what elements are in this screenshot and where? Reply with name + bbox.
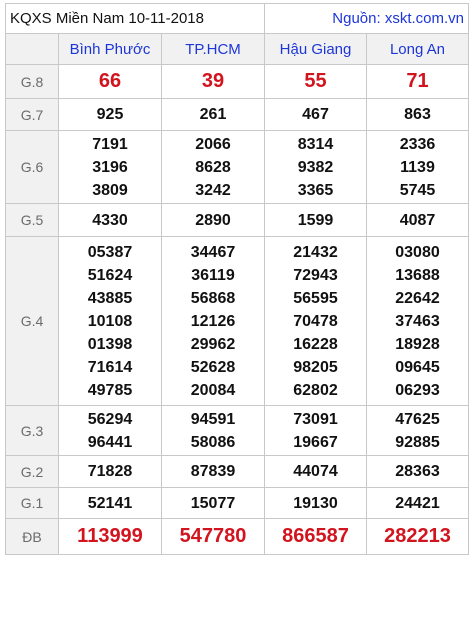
source-link[interactable]: Nguồn: xskt.com.vn [265, 4, 469, 34]
prize-number: 18928 [395, 335, 440, 353]
prize-number: 72943 [293, 266, 338, 284]
prize-cell [367, 406, 469, 456]
header-corner [6, 34, 59, 65]
prize-cell [162, 99, 265, 131]
prize-number: 39 [201, 70, 225, 92]
prize-number: 467 [302, 106, 329, 123]
prize-number: 03080 [395, 243, 440, 261]
prize-number: 113999 [77, 525, 143, 547]
prize-number: 2336 [399, 135, 436, 153]
prize-number: 71 [406, 70, 429, 92]
lottery-results-table [5, 3, 469, 555]
prize-row [6, 99, 469, 131]
prize-label: ĐB [6, 519, 59, 555]
prize-cell [367, 519, 469, 555]
prize-cell [367, 65, 469, 99]
prize-number: 73091 [293, 410, 338, 428]
prize-number: 56595 [293, 289, 338, 307]
province-header-row [6, 34, 469, 65]
prize-number: 94591 [190, 410, 236, 428]
prize-label: G.8 [6, 65, 59, 99]
prize-row [6, 65, 469, 99]
prize-number: 863 [404, 106, 431, 123]
prize-number: 58086 [190, 433, 236, 451]
prize-number: 10108 [87, 312, 133, 330]
prize-cell [59, 131, 162, 204]
prize-cell [59, 488, 162, 519]
prize-number: 1139 [400, 158, 435, 176]
prize-number: 15077 [190, 494, 236, 512]
prize-cell [162, 519, 265, 555]
prize-number: 52141 [87, 494, 133, 512]
prize-cell [162, 131, 265, 204]
province-header[interactable]: TP.HCM [162, 34, 265, 65]
prize-number: 05387 [87, 243, 133, 261]
prize-number: 09645 [395, 358, 440, 376]
prize-cell [162, 406, 265, 456]
prize-number: 87839 [190, 463, 236, 480]
prize-number: 3809 [92, 181, 128, 199]
prize-cell [162, 65, 265, 99]
prize-number: 06293 [395, 381, 440, 399]
prize-row [6, 131, 469, 204]
prize-cell [59, 65, 162, 99]
prize-cell [162, 237, 265, 406]
prize-cell [265, 488, 367, 519]
prize-number: 36119 [191, 266, 235, 284]
prize-number: 3242 [195, 181, 231, 199]
prize-number: 3365 [297, 181, 334, 199]
prize-row [6, 406, 469, 456]
prize-label: G.1 [6, 488, 59, 519]
prize-number: 66 [98, 70, 122, 92]
prize-number: 92885 [395, 433, 440, 451]
prize-number: 47625 [395, 410, 440, 428]
prize-number: 44074 [293, 463, 338, 480]
prize-number: 2066 [195, 135, 231, 153]
prize-number: 20084 [190, 381, 236, 399]
prize-rows [6, 65, 469, 555]
prize-number: 62802 [293, 381, 338, 399]
prize-cell [162, 488, 265, 519]
prize-number: 29962 [190, 335, 236, 353]
prize-number: 16228 [293, 335, 338, 353]
prize-cell [367, 237, 469, 406]
prize-cell [265, 519, 367, 555]
prize-number: 34467 [190, 243, 236, 261]
prize-number: 4087 [399, 211, 436, 229]
prize-cell [59, 406, 162, 456]
results-title: KQXS Miền Nam 10-11-2018 [6, 4, 265, 34]
prize-number: 547780 [179, 525, 247, 547]
prize-label: G.4 [6, 237, 59, 406]
prize-cell [59, 99, 162, 131]
prize-cell [367, 456, 469, 488]
prize-cell [265, 204, 367, 237]
prize-row [6, 456, 469, 488]
prize-cell [265, 237, 367, 406]
prize-number: 261 [199, 106, 227, 123]
prize-cell [59, 204, 162, 237]
prize-number: 28363 [395, 463, 440, 480]
prize-row [6, 488, 469, 519]
prize-cell [162, 456, 265, 488]
prize-number: 21432 [293, 243, 338, 261]
prize-cell [59, 519, 162, 555]
prize-cell [265, 99, 367, 131]
prize-cell [162, 204, 265, 237]
prize-row [6, 204, 469, 237]
prize-number: 866587 [282, 525, 349, 547]
prize-number: 37463 [395, 312, 440, 330]
prize-number: 55 [304, 70, 327, 92]
prize-cell [59, 237, 162, 406]
prize-number: 01398 [87, 335, 133, 353]
prize-number: 12126 [190, 312, 236, 330]
prize-number: 19130 [293, 494, 338, 512]
prize-label: G.5 [6, 204, 59, 237]
prize-label: G.7 [6, 99, 59, 131]
prize-number: 4330 [92, 211, 128, 229]
prize-number: 71614 [87, 358, 133, 376]
prize-number: 43885 [87, 289, 133, 307]
prize-number: 925 [96, 106, 124, 123]
prize-number: 71828 [87, 463, 133, 480]
prize-number: 8314 [297, 135, 334, 153]
province-header[interactable]: Bình Phước [59, 34, 162, 65]
prize-number: 3196 [92, 158, 128, 176]
prize-row [6, 519, 469, 555]
prize-cell [367, 488, 469, 519]
province-header[interactable]: Long An [367, 34, 469, 65]
title-row [6, 4, 469, 34]
prize-number: 19667 [293, 433, 338, 451]
prize-row [6, 237, 469, 406]
prize-label: G.6 [6, 131, 59, 204]
prize-cell [367, 131, 469, 204]
prize-cell [265, 406, 367, 456]
prize-number: 2890 [195, 211, 231, 229]
prize-cell [59, 456, 162, 488]
prize-number: 13688 [395, 266, 440, 284]
prize-number: 282213 [384, 525, 451, 547]
prize-number: 52628 [190, 358, 236, 376]
prize-label: G.2 [6, 456, 59, 488]
prize-cell [367, 99, 469, 131]
prize-label: G.3 [6, 406, 59, 456]
results-container [5, 3, 468, 555]
prize-number: 22642 [395, 289, 440, 307]
prize-number: 51624 [87, 266, 133, 284]
prize-number: 98205 [293, 358, 338, 376]
prize-number: 24421 [395, 494, 440, 512]
prize-number: 70478 [293, 312, 338, 330]
prize-number: 7191 [92, 135, 128, 153]
prize-number: 5745 [399, 181, 436, 199]
prize-cell [367, 204, 469, 237]
prize-number: 56294 [87, 410, 133, 428]
prize-number: 49785 [87, 381, 133, 399]
prize-cell [265, 65, 367, 99]
prize-number: 96441 [87, 433, 133, 451]
province-header[interactable]: Hậu Giang [265, 34, 367, 65]
prize-cell [265, 456, 367, 488]
prize-number: 56868 [190, 289, 236, 307]
prize-number: 9382 [297, 158, 334, 176]
prize-number: 8628 [195, 158, 231, 176]
prize-cell [265, 131, 367, 204]
prize-number: 1599 [297, 211, 334, 229]
